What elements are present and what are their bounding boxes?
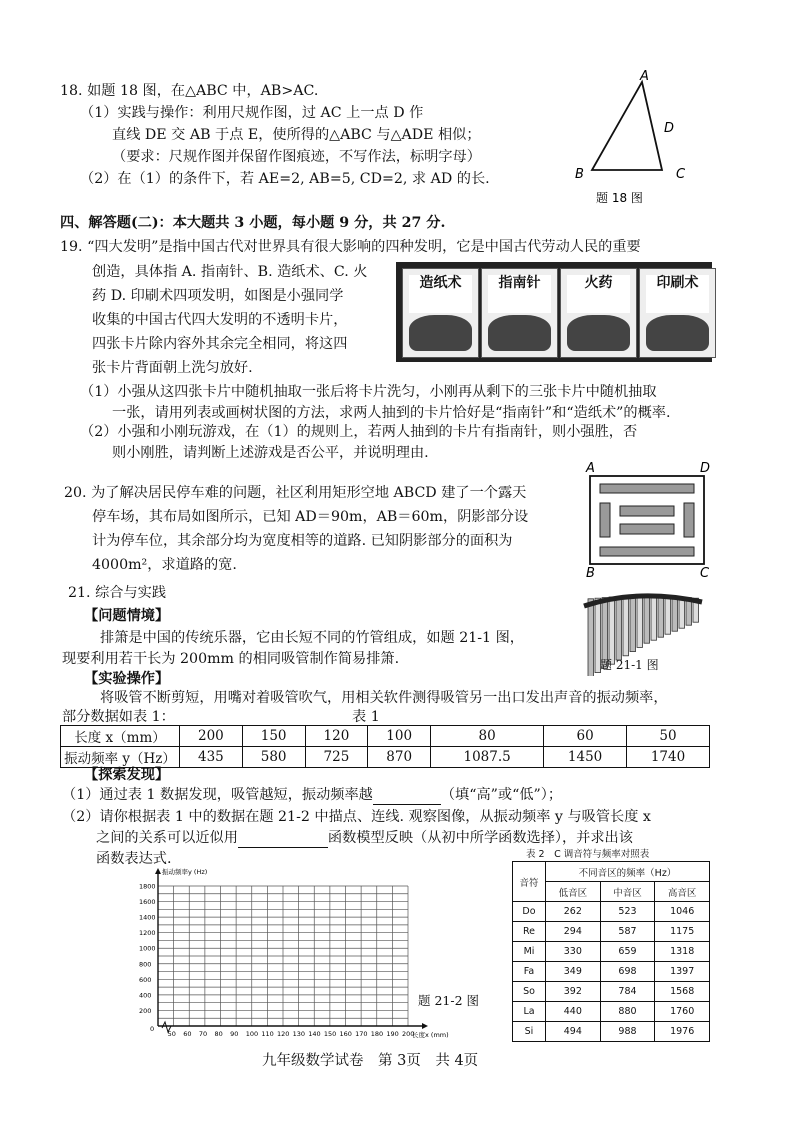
table2-cell: 349 [546, 962, 601, 982]
y-tick-label: 1800 [139, 882, 156, 891]
q19-line-4: 收集的中国古代四大发明的不透明卡片， [92, 312, 348, 328]
q19-line-9: （2）小强和小刚玩游戏，在（1）的规则上，若两人抽到的卡片有指南针，则小强胜，否 [80, 424, 638, 440]
q21-line-7: （2）请你根据表 1 中的数据在题 21-2 中描点、连线. 观察图像，从振动频率 y 与吸管长度 x [62, 809, 651, 825]
y-tick-label: 1000 [139, 944, 156, 953]
table1-cell: 725 [305, 747, 368, 768]
table1-cell: 1450 [544, 747, 627, 768]
table-row [513, 982, 710, 1002]
card-printing-label: 印刷术 [646, 275, 709, 313]
parking-top [600, 484, 694, 493]
parking-right [684, 503, 694, 537]
q21-line-2: 排箫是中国的传统乐器，它由长短不同的竹管组成，如题 21-1 图， [100, 630, 524, 646]
figure-21-1-caption: 题 21-1 图 [600, 658, 659, 672]
parking-middle-2 [620, 524, 674, 534]
table2-note: Mi [513, 942, 546, 962]
y-tick-label: 1400 [139, 913, 156, 922]
x-axis-label: 长度x (mm) [412, 1031, 449, 1039]
label-b: B [586, 566, 595, 580]
x-tick-label: 200 [402, 1030, 415, 1038]
table2-cell: 1976 [655, 1022, 710, 1042]
x-tick-label: 160 [339, 1030, 352, 1038]
q19-line-2: 创造，具体指 A. 指南针、B. 造纸术、C. 火 [92, 264, 368, 280]
x-tick-label: 50 [167, 1030, 176, 1038]
table-row [513, 1022, 710, 1042]
table-row [61, 726, 710, 747]
q19-line-8: 一张，请用列表或画树状图的方法，求两人抽到的卡片恰好是“指南针”和“造纸术”的概率. [112, 405, 671, 421]
table2-note: Si [513, 1022, 546, 1042]
invention-cards-photo [396, 262, 712, 362]
pan-flute-pipe [609, 597, 615, 664]
pan-flute-pipe [658, 595, 664, 637]
table-row [513, 942, 710, 962]
table2-cell: 440 [546, 1002, 601, 1022]
pan-flute-pipe [665, 596, 671, 634]
x-tick-label: 120 [277, 1030, 290, 1038]
q18-line-1: 18. 如题 18 图，在△ABC 中，AB>AC. [60, 83, 319, 99]
table-1 [60, 725, 710, 768]
table2-note: So [513, 982, 546, 1002]
table2-cell: 523 [600, 902, 655, 922]
table2-note: Re [513, 922, 546, 942]
table2-head-note: 音符 [513, 862, 546, 902]
table-row [61, 747, 710, 768]
table1-cell: 870 [368, 747, 431, 768]
q19-line-5: 四张卡片除内容外其余完全相同，将这四 [92, 336, 348, 352]
table2-cell: 294 [546, 922, 601, 942]
page-footer: 九年级数学试卷 第 3页 共 4页 [262, 1053, 479, 1069]
answer-blank-1[interactable] [373, 786, 441, 805]
q19-line-7: （1）小强从这四张卡片中随机抽取一张后将卡片洗匀，小刚再从剩下的三张卡片中随机抽取 [80, 384, 657, 400]
pan-flute-pipe [623, 596, 629, 656]
card-compass-label: 指南针 [488, 275, 551, 313]
q20-line-3: 计为停车位，其余部分均为宽度相等的道路. 已知阴影部分的面积为 [92, 533, 513, 549]
q21-line-3: 现要利用若干长为 200mm 的相同吸管制作简易排箫. [62, 651, 400, 667]
x-tick-label: 170 [355, 1030, 368, 1038]
x-tick-label: 110 [261, 1030, 274, 1038]
table2-head-group: 不同音区的频率（Hz） [546, 862, 710, 882]
q21-heading-discovery: 【探索发现】 [84, 767, 170, 783]
label-c: C [700, 566, 710, 580]
q19-line-10: 则小刚胜，请判断上述游戏是否公平，并说明理由. [112, 445, 429, 461]
table2-cell: 784 [600, 982, 655, 1002]
table1-cell: 1087.5 [431, 747, 544, 768]
y-axis-arrow [155, 868, 161, 874]
parking-left [600, 503, 610, 537]
q20-line-4: 4000m²，求道路的宽. [92, 557, 237, 573]
table2-cell: 880 [600, 1002, 655, 1022]
figure-21-2-caption: 题 21-2 图 [418, 993, 480, 1008]
table2-note: Fa [513, 962, 546, 982]
table2-head-high: 高音区 [655, 882, 710, 902]
table2-head-mid: 中音区 [600, 882, 655, 902]
x-tick-label: 100 [245, 1030, 259, 1038]
table2-cell: 659 [600, 942, 655, 962]
table2-cell: 1760 [655, 1002, 710, 1022]
q19-line-3: 药 D. 印刷术四项发明，如图是小强同学 [92, 288, 344, 304]
table2-body [513, 902, 710, 1042]
x-tick-label: 180 [370, 1030, 384, 1038]
pan-flute-pipe [672, 596, 678, 631]
table2-cell: 1318 [655, 942, 710, 962]
x-tick-label: 190 [386, 1030, 399, 1038]
figure-18-caption: 题 18 图 [596, 191, 643, 205]
parking-bottom [600, 547, 694, 556]
q18-line-2: （1）实践与操作：利用尺规作图，过 AC 上一点 D 作 [80, 105, 424, 121]
table2-cell: 330 [546, 942, 601, 962]
table1-row2-label: 振动频率 y（Hz） [61, 747, 180, 768]
chart-21-2 [126, 866, 476, 1046]
pan-flute-pipe [679, 597, 685, 628]
pan-flute-pipe [588, 599, 594, 676]
x-tick-label: 70 [198, 1030, 208, 1038]
table1-cell: 120 [305, 726, 368, 747]
table1-cell: 580 [242, 747, 305, 768]
q21-line-9: 函数表达式. [96, 851, 172, 867]
x-axis-arrow [422, 1023, 428, 1029]
table2-note: Do [513, 902, 546, 922]
parking-middle-1 [620, 506, 674, 516]
q21-line-6 [62, 786, 562, 805]
pan-flute-pipe [651, 595, 657, 641]
y-tick-label: 400 [139, 991, 152, 1000]
answer-blank-2[interactable] [238, 829, 328, 848]
y-tick-label: 200 [139, 1006, 152, 1015]
q19-line-6: 张卡片背面朝上洗匀放好. [92, 360, 253, 376]
x-tick-label: 60 [183, 1030, 192, 1038]
card-printing [639, 268, 716, 358]
q21-line-4: 将吸管不断剪短，用嘴对着吸管吹气，用相关软件测得吸管另一出口发出声音的振动频率， [100, 690, 668, 706]
label-a: A [586, 461, 595, 476]
triangle-figure [562, 68, 712, 208]
x-tick-label: 80 [214, 1030, 223, 1038]
q21-q1-text-end: （填“高”或“低”）； [440, 787, 563, 803]
table2-cell: 392 [546, 982, 601, 1002]
table2-note: La [513, 1002, 546, 1022]
q19-line-1: 19. “四大发明”是指中国古代对世界具有很大影响的四种发明，它是中国古代劳动人民的重要 [60, 239, 641, 255]
y-tick-label: 1200 [139, 929, 156, 938]
table-row [513, 1002, 710, 1022]
table1-cell: 150 [242, 726, 305, 747]
table2-cell: 1568 [655, 982, 710, 1002]
table-2 [512, 861, 710, 1042]
table2-cell: 587 [600, 922, 655, 942]
q21-q2-text: 之间的关系可以近似用 [96, 830, 238, 846]
q21-line-1: 21. 综合与实践 [68, 585, 167, 601]
parking-lot-figure [584, 460, 716, 580]
label-a: A [640, 69, 649, 84]
table2-cell: 1397 [655, 962, 710, 982]
y-tick-label: 800 [139, 960, 152, 969]
q21-q1-text: （1）通过表 1 数据发现，吸管越短，振动频率越 [62, 787, 373, 803]
label-d: D [700, 461, 711, 476]
table-row [513, 962, 710, 982]
pan-flute-pipe [637, 595, 643, 648]
pan-flute-pipe [630, 595, 636, 651]
card-gunpowder-label: 火药 [567, 275, 630, 313]
q21-heading-problem: 【问题情境】 [84, 608, 170, 624]
table2-cell: 1046 [655, 902, 710, 922]
table2-cell: 494 [546, 1022, 601, 1042]
x-tick-label: 90 [230, 1030, 239, 1038]
q21-line-5: 部分数据如表 1： [62, 709, 175, 725]
table2-title: 表 2 C 调音符与频率对照表 [526, 849, 650, 860]
q18-line-5: （2）在（1）的条件下，若 AE=2, AB=5, CD=2, 求 AD 的长. [80, 171, 490, 187]
card-paper-label: 造纸术 [409, 275, 472, 313]
table1-row1-label: 长度 x（mm） [61, 726, 180, 747]
x-tick-label: 150 [323, 1030, 337, 1038]
label-b: B [575, 167, 584, 182]
pan-flute-pipe [644, 594, 650, 643]
y-tick-label: 600 [139, 975, 152, 984]
table2-head-low: 低音区 [546, 882, 601, 902]
q21-q2-text-end: 函数模型反映（从初中所学函数选择），并求出该 [327, 830, 633, 846]
q20-line-1: 20. 为了解决居民停车难的问题，社区利用矩形空地 ABCD 建了一个露天 [64, 485, 527, 501]
pan-flute-pipe [616, 596, 622, 660]
q20-line-2: 停车场，其布局如图所示，已知 AD＝90m，AB＝60m，阴影部分设 [92, 509, 529, 525]
card-gunpowder [560, 268, 637, 358]
x-tick-label: 130 [292, 1030, 306, 1038]
table1-cell: 1740 [627, 747, 710, 768]
table2-cell: 1175 [655, 922, 710, 942]
card-paper [402, 268, 479, 358]
y-axis-label: 振动频率y (Hz) [162, 868, 208, 876]
label-d: D [664, 121, 675, 136]
origin-label: 0 [150, 1025, 155, 1033]
table1-cell: 435 [180, 747, 243, 768]
table1-cell: 200 [180, 726, 243, 747]
table1-cell: 100 [368, 726, 431, 747]
table-row [513, 922, 710, 942]
label-c: C [676, 167, 686, 182]
y-tick-label: 1600 [139, 898, 156, 907]
table2-cell: 262 [546, 902, 601, 922]
triangle-abc [592, 82, 662, 170]
table2-cell: 698 [600, 962, 655, 982]
table1-cell: 60 [544, 726, 627, 747]
table1-cell: 50 [627, 726, 710, 747]
card-compass [481, 268, 558, 358]
q18-line-4: （要求：尺规作图并保留作图痕迹，不写作法，标明字母） [112, 149, 481, 165]
table1-cell: 80 [431, 726, 544, 747]
section-4-heading: 四、解答题(二)：本大题共 3 小题，每小题 9 分，共 27 分. [60, 215, 446, 231]
table2-cell: 988 [600, 1022, 655, 1042]
table-row [513, 902, 710, 922]
x-tick-label: 140 [308, 1030, 321, 1038]
q18-line-3: 直线 DE 交 AB 于点 E，使所得的△ABC 与△ADE 相似； [112, 127, 481, 143]
table-row [513, 862, 710, 882]
q21-heading-experiment: 【实验操作】 [84, 671, 170, 687]
table1-title: 表 1 [352, 709, 380, 725]
